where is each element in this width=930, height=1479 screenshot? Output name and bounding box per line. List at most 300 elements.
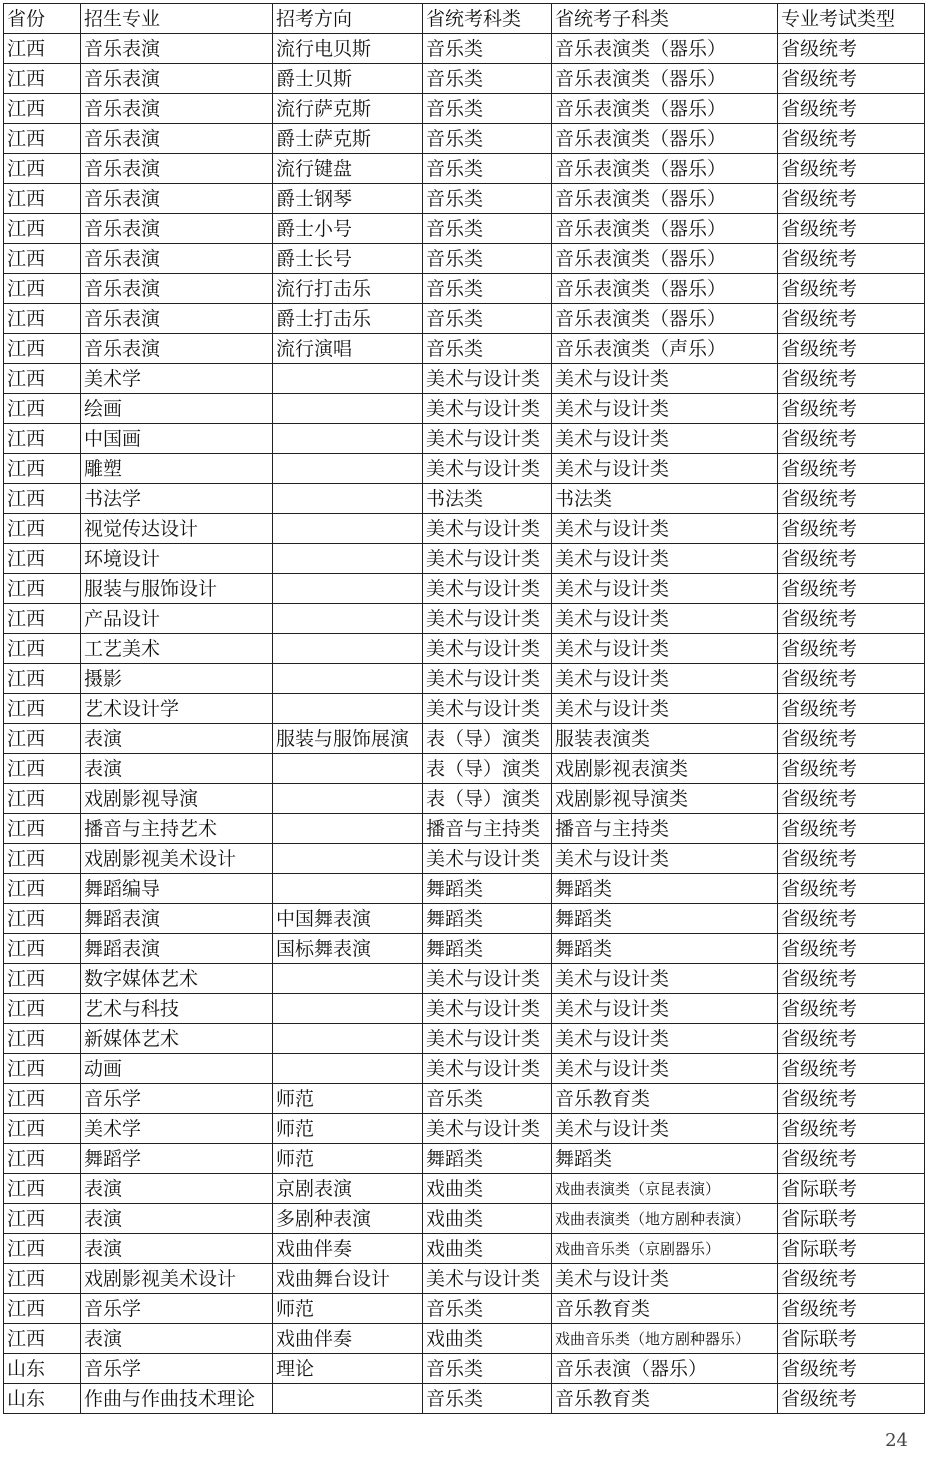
cell-subcategory: 音乐表演类（器乐） — [552, 154, 778, 184]
table-row — [4, 1234, 925, 1264]
cell-category: 音乐类 — [423, 124, 552, 154]
cell-category: 美术与设计类 — [423, 1054, 552, 1084]
table-row — [4, 394, 925, 424]
cell-category: 美术与设计类 — [423, 544, 552, 574]
cell-province: 江西 — [4, 604, 81, 634]
cell-exam-type: 省际联考 — [778, 1204, 925, 1234]
cell-subcategory: 音乐表演类（器乐） — [552, 274, 778, 304]
cell-direction — [273, 574, 423, 604]
cell-category: 音乐类 — [423, 184, 552, 214]
cell-direction: 师范 — [273, 1084, 423, 1114]
admissions-table — [3, 3, 925, 1414]
cell-province: 江西 — [4, 754, 81, 784]
cell-direction — [273, 844, 423, 874]
cell-direction — [273, 1024, 423, 1054]
cell-exam-type: 省级统考 — [778, 754, 925, 784]
table-row — [4, 1264, 925, 1294]
cell-province: 江西 — [4, 904, 81, 934]
cell-exam-type: 省级统考 — [778, 394, 925, 424]
cell-category: 音乐类 — [423, 274, 552, 304]
cell-province: 江西 — [4, 94, 81, 124]
cell-subcategory: 音乐表演类（器乐） — [552, 34, 778, 64]
cell-major: 音乐表演 — [81, 274, 273, 304]
cell-direction — [273, 364, 423, 394]
cell-subcategory: 美术与设计类 — [552, 604, 778, 634]
cell-category: 音乐类 — [423, 1354, 552, 1384]
cell-province: 江西 — [4, 664, 81, 694]
header-direction: 招考方向 — [273, 4, 423, 34]
cell-exam-type: 省级统考 — [778, 184, 925, 214]
cell-exam-type: 省际联考 — [778, 1174, 925, 1204]
cell-category: 舞蹈类 — [423, 1144, 552, 1174]
cell-direction: 京剧表演 — [273, 1174, 423, 1204]
cell-province: 江西 — [4, 394, 81, 424]
cell-direction: 流行电贝斯 — [273, 34, 423, 64]
cell-subcategory: 美术与设计类 — [552, 664, 778, 694]
cell-subcategory: 美术与设计类 — [552, 574, 778, 604]
cell-major: 表演 — [81, 1234, 273, 1264]
cell-major: 音乐表演 — [81, 334, 273, 364]
cell-subcategory: 戏曲表演类（地方剧种表演） — [552, 1204, 778, 1234]
cell-province: 江西 — [4, 1264, 81, 1294]
table-row — [4, 934, 925, 964]
table-row — [4, 1384, 925, 1414]
table-row — [4, 844, 925, 874]
cell-subcategory: 美术与设计类 — [552, 1264, 778, 1294]
cell-major: 美术学 — [81, 1114, 273, 1144]
cell-subcategory: 美术与设计类 — [552, 1054, 778, 1084]
cell-exam-type: 省级统考 — [778, 1114, 925, 1144]
cell-subcategory: 美术与设计类 — [552, 1114, 778, 1144]
cell-category: 戏曲类 — [423, 1204, 552, 1234]
cell-subcategory: 音乐表演类（声乐） — [552, 334, 778, 364]
cell-category: 音乐类 — [423, 334, 552, 364]
cell-category: 舞蹈类 — [423, 904, 552, 934]
cell-direction: 爵士打击乐 — [273, 304, 423, 334]
cell-exam-type: 省级统考 — [778, 244, 925, 274]
cell-category: 音乐类 — [423, 1294, 552, 1324]
table-row — [4, 784, 925, 814]
table-row — [4, 814, 925, 844]
cell-province: 江西 — [4, 1084, 81, 1114]
cell-direction — [273, 1384, 423, 1414]
cell-direction — [273, 664, 423, 694]
cell-province: 江西 — [4, 244, 81, 274]
cell-major: 音乐表演 — [81, 94, 273, 124]
cell-direction: 国标舞表演 — [273, 934, 423, 964]
cell-subcategory: 音乐表演类（器乐） — [552, 94, 778, 124]
cell-subcategory: 美术与设计类 — [552, 964, 778, 994]
cell-major: 舞蹈编导 — [81, 874, 273, 904]
cell-category: 音乐类 — [423, 244, 552, 274]
cell-major: 音乐学 — [81, 1354, 273, 1384]
cell-direction: 爵士长号 — [273, 244, 423, 274]
cell-exam-type: 省级统考 — [778, 454, 925, 484]
cell-subcategory: 音乐教育类 — [552, 1384, 778, 1414]
cell-direction: 服装与服饰展演 — [273, 724, 423, 754]
cell-subcategory: 美术与设计类 — [552, 844, 778, 874]
cell-direction — [273, 964, 423, 994]
cell-category: 戏曲类 — [423, 1174, 552, 1204]
cell-direction: 流行键盘 — [273, 154, 423, 184]
cell-major: 工艺美术 — [81, 634, 273, 664]
table-row — [4, 514, 925, 544]
cell-exam-type: 省级统考 — [778, 1144, 925, 1174]
cell-direction: 流行萨克斯 — [273, 94, 423, 124]
table-row — [4, 664, 925, 694]
table-row — [4, 634, 925, 664]
cell-category: 美术与设计类 — [423, 664, 552, 694]
cell-exam-type: 省级统考 — [778, 964, 925, 994]
cell-exam-type: 省级统考 — [778, 634, 925, 664]
cell-category: 播音与主持类 — [423, 814, 552, 844]
cell-category: 美术与设计类 — [423, 1114, 552, 1144]
cell-major: 音乐学 — [81, 1084, 273, 1114]
cell-subcategory: 美术与设计类 — [552, 694, 778, 724]
cell-category: 舞蹈类 — [423, 934, 552, 964]
cell-subcategory: 服装表演类 — [552, 724, 778, 754]
cell-direction: 理论 — [273, 1354, 423, 1384]
cell-major: 环境设计 — [81, 544, 273, 574]
table-row — [4, 34, 925, 64]
cell-subcategory: 美术与设计类 — [552, 454, 778, 484]
cell-exam-type: 省级统考 — [778, 1294, 925, 1324]
cell-direction: 戏曲伴奏 — [273, 1324, 423, 1354]
cell-subcategory: 美术与设计类 — [552, 1024, 778, 1054]
cell-major: 书法学 — [81, 484, 273, 514]
cell-direction — [273, 484, 423, 514]
cell-province: 江西 — [4, 544, 81, 574]
table-row — [4, 154, 925, 184]
cell-major: 音乐表演 — [81, 184, 273, 214]
cell-province: 江西 — [4, 454, 81, 484]
cell-province: 江西 — [4, 214, 81, 244]
cell-major: 戏剧影视导演 — [81, 784, 273, 814]
cell-major: 表演 — [81, 1204, 273, 1234]
cell-province: 江西 — [4, 1114, 81, 1144]
table-row — [4, 874, 925, 904]
table-header — [4, 4, 925, 34]
cell-category: 美术与设计类 — [423, 994, 552, 1024]
cell-major: 动画 — [81, 1054, 273, 1084]
cell-category: 美术与设计类 — [423, 454, 552, 484]
cell-category: 美术与设计类 — [423, 394, 552, 424]
cell-province: 江西 — [4, 304, 81, 334]
page-number: 24 — [885, 1430, 908, 1451]
cell-province: 江西 — [4, 934, 81, 964]
cell-exam-type: 省级统考 — [778, 724, 925, 754]
cell-exam-type: 省级统考 — [778, 604, 925, 634]
cell-direction: 爵士贝斯 — [273, 64, 423, 94]
cell-exam-type: 省际联考 — [778, 1324, 925, 1354]
cell-major: 作曲与作曲技术理论 — [81, 1384, 273, 1414]
cell-major: 雕塑 — [81, 454, 273, 484]
cell-exam-type: 省级统考 — [778, 814, 925, 844]
cell-direction — [273, 454, 423, 484]
cell-province: 江西 — [4, 844, 81, 874]
cell-exam-type: 省级统考 — [778, 274, 925, 304]
cell-major: 绘画 — [81, 394, 273, 424]
cell-province: 江西 — [4, 1294, 81, 1324]
cell-province: 江西 — [4, 364, 81, 394]
cell-category: 表（导）演类 — [423, 754, 552, 784]
cell-category: 美术与设计类 — [423, 1264, 552, 1294]
cell-province: 江西 — [4, 184, 81, 214]
cell-major: 音乐表演 — [81, 64, 273, 94]
cell-subcategory: 戏曲音乐类（地方剧种器乐） — [552, 1324, 778, 1354]
cell-province: 江西 — [4, 814, 81, 844]
cell-province: 江西 — [4, 994, 81, 1024]
cell-subcategory: 戏曲表演类（京昆表演） — [552, 1174, 778, 1204]
table-row — [4, 574, 925, 604]
cell-category: 美术与设计类 — [423, 424, 552, 454]
cell-category: 戏曲类 — [423, 1234, 552, 1264]
header-category: 省统考科类 — [423, 4, 552, 34]
header-province: 省份 — [4, 4, 81, 34]
cell-exam-type: 省级统考 — [778, 1054, 925, 1084]
cell-exam-type: 省级统考 — [778, 484, 925, 514]
cell-category: 美术与设计类 — [423, 364, 552, 394]
cell-province: 江西 — [4, 874, 81, 904]
cell-province: 江西 — [4, 34, 81, 64]
cell-category: 表（导）演类 — [423, 724, 552, 754]
cell-province: 江西 — [4, 724, 81, 754]
cell-subcategory: 舞蹈类 — [552, 1144, 778, 1174]
cell-subcategory: 戏曲音乐类（京剧器乐） — [552, 1234, 778, 1264]
cell-province: 江西 — [4, 1174, 81, 1204]
table-row — [4, 94, 925, 124]
cell-major: 视觉传达设计 — [81, 514, 273, 544]
cell-subcategory: 书法类 — [552, 484, 778, 514]
table-row — [4, 544, 925, 574]
header-major: 招生专业 — [81, 4, 273, 34]
cell-major: 音乐表演 — [81, 214, 273, 244]
cell-province: 江西 — [4, 64, 81, 94]
cell-major: 新媒体艺术 — [81, 1024, 273, 1054]
cell-exam-type: 省级统考 — [778, 574, 925, 604]
cell-direction — [273, 1054, 423, 1084]
cell-major: 艺术与科技 — [81, 994, 273, 1024]
cell-exam-type: 省级统考 — [778, 664, 925, 694]
table-row — [4, 1024, 925, 1054]
cell-exam-type: 省际联考 — [778, 1234, 925, 1264]
cell-province: 江西 — [4, 964, 81, 994]
cell-major: 音乐表演 — [81, 244, 273, 274]
cell-major: 表演 — [81, 1174, 273, 1204]
cell-direction — [273, 994, 423, 1024]
cell-exam-type: 省级统考 — [778, 34, 925, 64]
cell-direction — [273, 514, 423, 544]
cell-direction — [273, 874, 423, 904]
table-row — [4, 1174, 925, 1204]
table-row — [4, 754, 925, 784]
table-row — [4, 604, 925, 634]
cell-exam-type: 省级统考 — [778, 544, 925, 574]
cell-exam-type: 省级统考 — [778, 1264, 925, 1294]
cell-major: 美术学 — [81, 364, 273, 394]
cell-direction: 中国舞表演 — [273, 904, 423, 934]
cell-major: 戏剧影视美术设计 — [81, 1264, 273, 1294]
cell-subcategory: 美术与设计类 — [552, 634, 778, 664]
cell-province: 山东 — [4, 1384, 81, 1414]
cell-direction: 爵士钢琴 — [273, 184, 423, 214]
cell-exam-type: 省级统考 — [778, 1084, 925, 1114]
cell-major: 音乐表演 — [81, 34, 273, 64]
cell-province: 江西 — [4, 334, 81, 364]
table-row — [4, 244, 925, 274]
cell-category: 音乐类 — [423, 1384, 552, 1414]
cell-direction: 多剧种表演 — [273, 1204, 423, 1234]
cell-exam-type: 省级统考 — [778, 94, 925, 124]
cell-subcategory: 音乐表演类（器乐） — [552, 124, 778, 154]
cell-province: 江西 — [4, 1024, 81, 1054]
cell-subcategory: 音乐表演类（器乐） — [552, 64, 778, 94]
cell-subcategory: 美术与设计类 — [552, 514, 778, 544]
cell-exam-type: 省级统考 — [778, 994, 925, 1024]
cell-direction: 师范 — [273, 1114, 423, 1144]
cell-category: 美术与设计类 — [423, 514, 552, 544]
cell-category: 音乐类 — [423, 64, 552, 94]
cell-category: 舞蹈类 — [423, 874, 552, 904]
cell-subcategory: 音乐表演类（器乐） — [552, 214, 778, 244]
cell-direction: 师范 — [273, 1144, 423, 1174]
cell-exam-type: 省级统考 — [778, 154, 925, 184]
cell-subcategory: 音乐教育类 — [552, 1084, 778, 1114]
cell-category: 美术与设计类 — [423, 574, 552, 604]
cell-category: 美术与设计类 — [423, 604, 552, 634]
cell-direction: 戏曲舞台设计 — [273, 1264, 423, 1294]
cell-exam-type: 省级统考 — [778, 1354, 925, 1384]
cell-province: 江西 — [4, 424, 81, 454]
cell-direction — [273, 754, 423, 784]
cell-category: 音乐类 — [423, 34, 552, 64]
cell-exam-type: 省级统考 — [778, 424, 925, 454]
cell-major: 音乐表演 — [81, 154, 273, 184]
cell-subcategory: 音乐教育类 — [552, 1294, 778, 1324]
table-row — [4, 64, 925, 94]
cell-subcategory: 美术与设计类 — [552, 424, 778, 454]
cell-direction: 爵士萨克斯 — [273, 124, 423, 154]
cell-exam-type: 省级统考 — [778, 1024, 925, 1054]
cell-direction — [273, 394, 423, 424]
cell-exam-type: 省级统考 — [778, 784, 925, 814]
table-row — [4, 964, 925, 994]
cell-exam-type: 省级统考 — [778, 874, 925, 904]
cell-direction: 师范 — [273, 1294, 423, 1324]
cell-subcategory: 音乐表演（器乐） — [552, 1354, 778, 1384]
cell-subcategory: 舞蹈类 — [552, 934, 778, 964]
cell-subcategory: 美术与设计类 — [552, 994, 778, 1024]
cell-exam-type: 省级统考 — [778, 334, 925, 364]
cell-subcategory: 美术与设计类 — [552, 394, 778, 424]
cell-subcategory: 舞蹈类 — [552, 874, 778, 904]
table-row — [4, 334, 925, 364]
cell-province: 山东 — [4, 1354, 81, 1384]
header-row — [4, 4, 925, 34]
cell-subcategory: 音乐表演类（器乐） — [552, 304, 778, 334]
cell-direction: 流行打击乐 — [273, 274, 423, 304]
cell-major: 音乐表演 — [81, 304, 273, 334]
cell-direction: 流行演唱 — [273, 334, 423, 364]
table-row — [4, 1354, 925, 1384]
table-row — [4, 124, 925, 154]
table-row — [4, 484, 925, 514]
cell-exam-type: 省级统考 — [778, 214, 925, 244]
cell-category: 音乐类 — [423, 1084, 552, 1114]
header-subcategory: 省统考子科类 — [552, 4, 778, 34]
cell-province: 江西 — [4, 574, 81, 604]
cell-province: 江西 — [4, 634, 81, 664]
cell-major: 戏剧影视美术设计 — [81, 844, 273, 874]
cell-province: 江西 — [4, 124, 81, 154]
cell-province: 江西 — [4, 1204, 81, 1234]
cell-direction — [273, 784, 423, 814]
table-row — [4, 364, 925, 394]
cell-subcategory: 戏剧影视导演类 — [552, 784, 778, 814]
cell-province: 江西 — [4, 694, 81, 724]
cell-category: 美术与设计类 — [423, 694, 552, 724]
cell-direction — [273, 814, 423, 844]
table-row — [4, 1204, 925, 1234]
cell-province: 江西 — [4, 1144, 81, 1174]
cell-exam-type: 省级统考 — [778, 934, 925, 964]
table-row — [4, 1054, 925, 1084]
cell-category: 戏曲类 — [423, 1324, 552, 1354]
cell-major: 表演 — [81, 1324, 273, 1354]
cell-exam-type: 省级统考 — [778, 304, 925, 334]
cell-direction — [273, 604, 423, 634]
cell-subcategory: 音乐表演类（器乐） — [552, 244, 778, 274]
cell-direction — [273, 424, 423, 454]
cell-major: 艺术设计学 — [81, 694, 273, 724]
cell-category: 美术与设计类 — [423, 844, 552, 874]
cell-exam-type: 省级统考 — [778, 514, 925, 544]
header-exam-type: 专业考试类型 — [778, 4, 925, 34]
cell-category: 书法类 — [423, 484, 552, 514]
cell-major: 音乐学 — [81, 1294, 273, 1324]
table-row — [4, 1084, 925, 1114]
cell-subcategory: 音乐表演类（器乐） — [552, 184, 778, 214]
cell-subcategory: 播音与主持类 — [552, 814, 778, 844]
cell-province: 江西 — [4, 154, 81, 184]
cell-major: 播音与主持艺术 — [81, 814, 273, 844]
table-row — [4, 304, 925, 334]
cell-category: 音乐类 — [423, 214, 552, 244]
cell-exam-type: 省级统考 — [778, 1384, 925, 1414]
cell-province: 江西 — [4, 1234, 81, 1264]
cell-exam-type: 省级统考 — [778, 64, 925, 94]
cell-direction: 爵士小号 — [273, 214, 423, 244]
table-row — [4, 724, 925, 754]
cell-province: 江西 — [4, 784, 81, 814]
cell-subcategory: 美术与设计类 — [552, 544, 778, 574]
table-row — [4, 1324, 925, 1354]
cell-category: 音乐类 — [423, 154, 552, 184]
table-row — [4, 214, 925, 244]
table-row — [4, 904, 925, 934]
cell-direction: 戏曲伴奏 — [273, 1234, 423, 1264]
cell-subcategory: 美术与设计类 — [552, 364, 778, 394]
table-row — [4, 694, 925, 724]
table-row — [4, 274, 925, 304]
table-row — [4, 184, 925, 214]
cell-exam-type: 省级统考 — [778, 904, 925, 934]
cell-province: 江西 — [4, 274, 81, 304]
cell-major: 中国画 — [81, 424, 273, 454]
cell-direction — [273, 544, 423, 574]
cell-major: 音乐表演 — [81, 124, 273, 154]
cell-exam-type: 省级统考 — [778, 364, 925, 394]
